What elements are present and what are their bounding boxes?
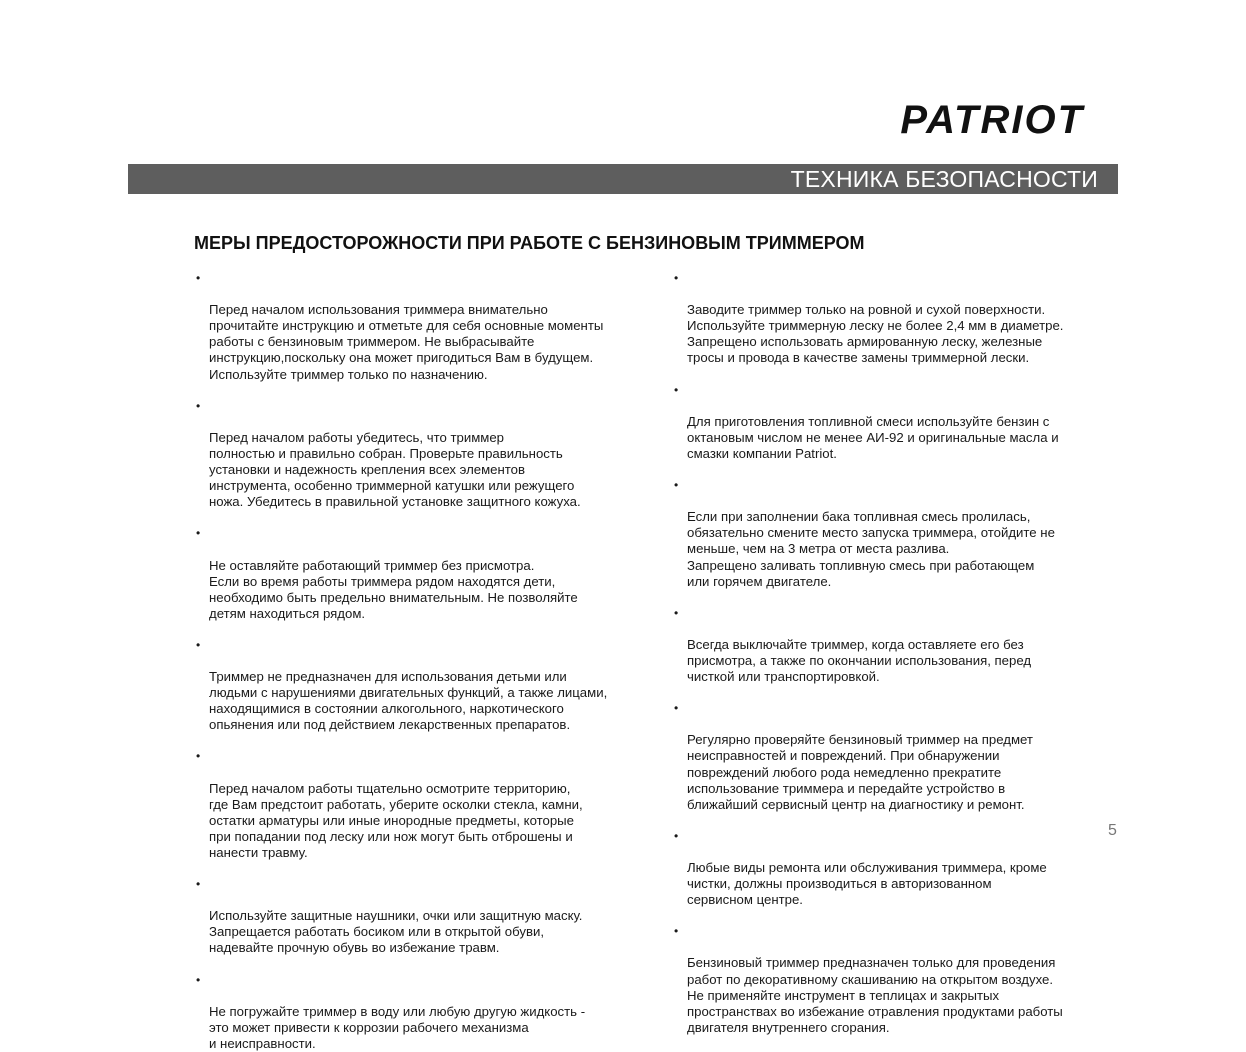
right-column: [674, 270, 1104, 1036]
safety-item: [674, 477, 1104, 590]
safety-item: [674, 382, 1104, 462]
safety-item: [674, 828, 1104, 908]
bullet-icon: •: [674, 271, 679, 285]
bullet-icon: •: [674, 382, 679, 397]
safety-item-text: Бензиновый триммер предназначен только для проведения работ по декоративному скашиванию на открытом воздухе. Не применяйте инструмент в теплицах и закрытых пространствах во избежание отравления продуктами работы двигателя внутреннего сгорания.: [687, 955, 1063, 1035]
safety-item-text: Перед началом работы убедитесь, что триммер полностью и правильно собран. Проверьте правильность установки и надежность крепления всех элементов инструмента, особенно триммерной катушки или режущего ножа. Убедитесь в правильной установке защитного кожуха.: [209, 429, 581, 510]
bullet-icon: •: [674, 701, 679, 716]
bullet-icon: •: [196, 877, 201, 892]
safety-item-text: Регулярно проверяйте бензиновый триммер на предмет неисправностей и повреждений. При обнаружении повреждений любого рода немедленно прекратите использование триммера и передайте устройство в ближайший сервисный центр на диагностику и ремонт.: [687, 732, 1033, 812]
bullet-icon: •: [196, 398, 201, 413]
safety-item: [196, 748, 646, 861]
safety-item: [196, 525, 646, 622]
safety-item: [674, 605, 1104, 685]
brand-logo: PATRIOT: [900, 98, 1084, 142]
safety-item-text: Заводите триммер только на ровной и сухой поверхности. Используйте триммерную леску не более 2,4 мм в диаметре. Запрещено использовать армированную леску, железные тросы и провода в качестве замены триммерной лески.: [687, 302, 1064, 366]
safety-item: [674, 270, 1104, 367]
safety-item-text: Всегда выключайте триммер, когда оставляете его без присмотра, а также по окончании использования, перед чисткой или транспортировкой.: [687, 636, 1032, 685]
safety-item: [674, 700, 1104, 813]
safety-item-text: Для приготовления топливной смеси используйте бензин с октановым числом не менее АИ-92 и оригинальные масла и смазки компании Patriot.: [687, 413, 1059, 461]
safety-item: [196, 876, 646, 956]
safety-item-text: Перед началом использования триммера внимательно прочитайте инструкцию и отметьте для себя основные моменты работы с бензиновым триммером. Не выбрасывайте инструкцию,поскольку она может пригодиться Вам в будущем. Используйте триммер только по назначению.: [209, 302, 604, 382]
safety-item-text: Не погружайте триммер в воду или любую другую жидкость - это может привести к коррозии рабочего механизма и неисправности.: [209, 1003, 586, 1051]
bullet-icon: •: [196, 637, 201, 652]
safety-item-text: Любые виды ремонта или обслуживания триммера, кроме чистки, должны производиться в авторизованном сервисном центре.: [687, 860, 1047, 908]
bullet-icon: •: [674, 828, 679, 843]
safety-item-text: Если при заполнении бака топливная смесь пролилась, обязательно смените место запуска триммера, отойдите не меньше, чем на 3 метра от места разлива. Запрещено заливать топливную смесь при работающем или горячем двигателе.: [687, 509, 1055, 589]
safety-item-text: Триммер не предназначен для использования детьми или людьми с нарушениями двигательных функций, а также лицами, находящимися в состоянии алкогольного, наркотического опьянения или под действием лекарственных препаратов.: [209, 669, 608, 733]
section-band: [128, 164, 1118, 194]
left-column: [196, 270, 646, 1052]
page-heading: МЕРЫ ПРЕДОСТОРОЖНОСТИ ПРИ РАБОТЕ С БЕНЗИНОВЫМ ТРИММЕРОМ: [194, 233, 865, 253]
safety-item: [196, 637, 646, 734]
safety-item-text: Используйте защитные наушники, очки или защитную маску. Запрещается работать босиком или в открытой обуви, надевайте прочную обувь во избежание травм.: [209, 908, 583, 956]
bullet-icon: •: [674, 605, 679, 620]
safety-item: [196, 270, 646, 383]
bullet-icon: •: [196, 972, 201, 987]
safety-item: [674, 923, 1104, 1036]
bullet-icon: •: [674, 478, 679, 493]
section-title: ТЕХНИКА БЕЗОПАСНОСТИ: [790, 166, 1098, 192]
bullet-icon: •: [674, 924, 679, 939]
bullet-icon: •: [196, 749, 201, 764]
safety-item-text: Не оставляйте работающий триммер без присмотра. Если во время работы триммера рядом находятся дети, необходимо быть предельно внимательным. Не позволяйте детям находиться рядом.: [209, 557, 578, 621]
safety-item-text: Перед началом работы тщательно осмотрите территорию, где Вам предстоит работать, уберите осколки стекла, камни, остатки арматуры или иные инородные предметы, которые при попадании под леску или нож могут быть отброшены и нанести травму.: [209, 780, 583, 860]
safety-item: [196, 972, 646, 1052]
bullet-icon: •: [196, 271, 201, 285]
bullet-icon: •: [196, 526, 201, 541]
safety-item: [196, 398, 646, 511]
page-number: 5: [1108, 822, 1117, 839]
